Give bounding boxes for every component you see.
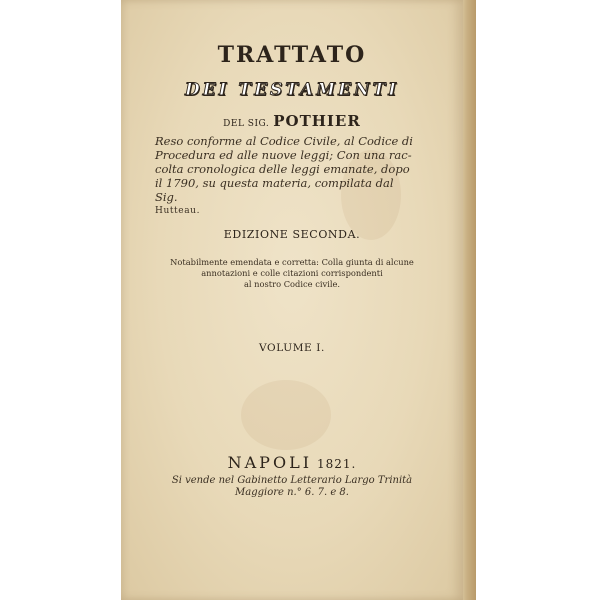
notes-line: annotazioni e colle citazioni corrispondenti: [201, 268, 383, 278]
author-name: POTHIER: [273, 112, 361, 130]
publisher-info: [141, 475, 443, 499]
description-line: il 1790, su questa materia, compilata dal: [155, 176, 394, 190]
description-line: Procedura ed alle nuove leggi; Con una rac-: [155, 148, 412, 162]
description-line: colta cronologica delle leggi emanate, dopo: [155, 162, 410, 176]
imprint-line: [121, 453, 463, 472]
book-subtitle: DEI TESTAMENTI: [184, 80, 400, 100]
notes-line: Notabilmente emendata e corretta: Colla giunta di alcune: [170, 257, 414, 267]
description-last-prefix: Sig.: [155, 190, 178, 204]
volume-label: VOLUME I.: [259, 342, 325, 354]
notes-line: al nostro Codice civile.: [243, 279, 341, 289]
publisher-line: Si vende nel Gabinetto Letterario Largo Trinità: [171, 475, 413, 486]
book-title: TRATTATO: [217, 42, 367, 68]
notes-paragraph: [151, 257, 433, 290]
paper-stain: [241, 380, 331, 450]
compiler-name: Hutteau.: [155, 206, 201, 216]
book-page-edges: [461, 0, 476, 600]
publisher-line: Maggiore n.° 6. 7. e 8.: [235, 487, 349, 498]
description-paragraph: [155, 134, 441, 218]
author-line: [121, 112, 463, 130]
description-line: Reso conforme al Codice Civile, al Codice di: [155, 134, 413, 148]
description-line-last: [155, 190, 441, 218]
edition-label: EDIZIONE SECONDA.: [223, 228, 361, 241]
author-prefix: DEL SIG.: [223, 119, 270, 129]
publication-year: 1821.: [317, 457, 357, 471]
title-page: [121, 0, 463, 600]
place-name: NAPOLI: [227, 453, 313, 472]
